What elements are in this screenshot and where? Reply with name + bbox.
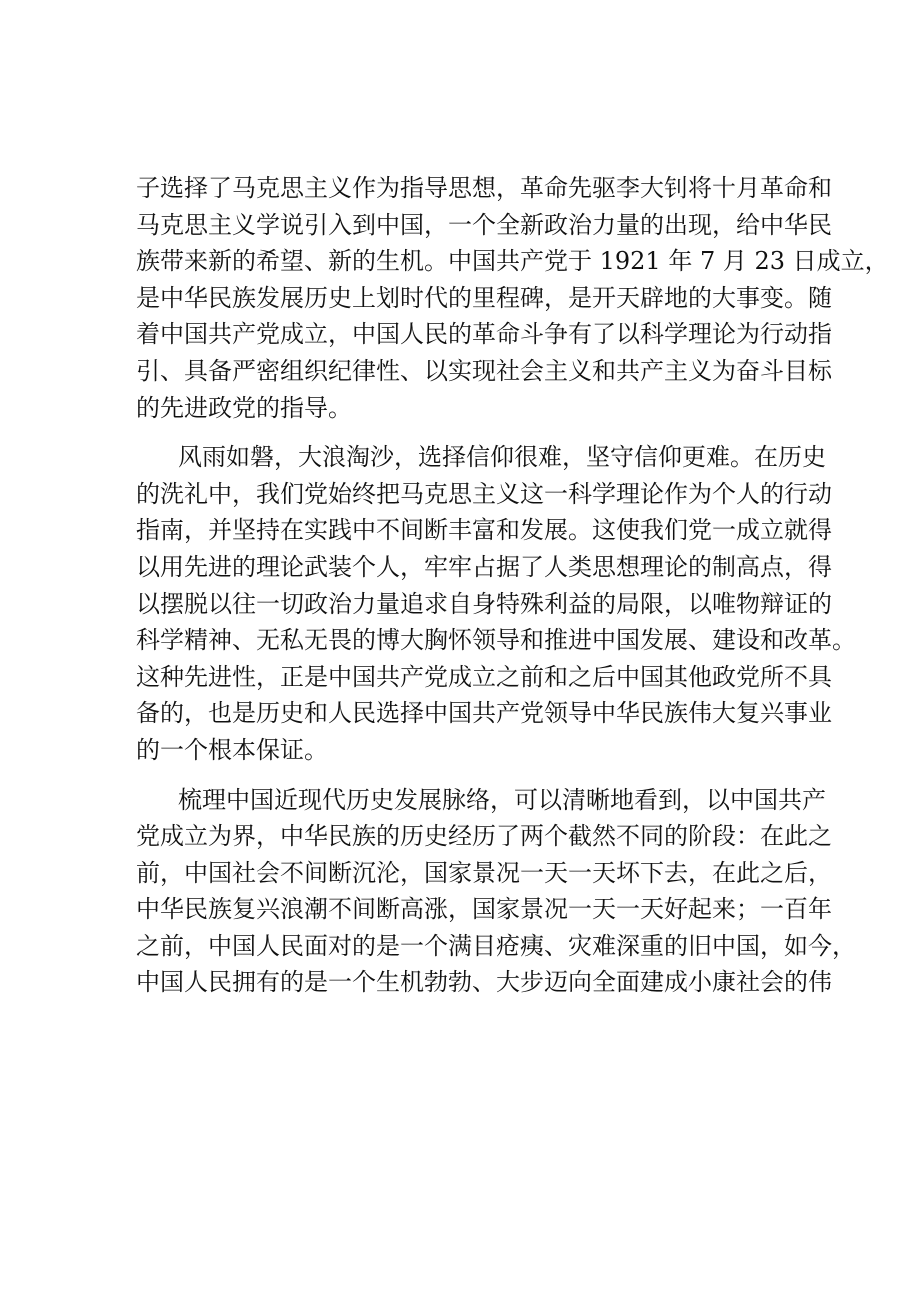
paragraph-line: 族带来新的希望、新的生机。中国共产党于 1921 年 7 月 23 日成立， [136,247,889,276]
paragraph-line: 指南，并坚持在实践中不间断丰富和发展。这使我们党一成立就得 [136,516,832,545]
paragraph-line: 是中华民族发展历史上划时代的里程碑，是开天辟地的大事变。随 [136,283,832,312]
paragraph-line: 这种先进性，正是中国共产党成立之前和之后中国其他政党所不具 [136,662,832,691]
paragraph-line: 备的，也是历史和人民选择中国共产党领导中华民族伟大复兴事业 [136,699,832,728]
paragraph-line: 的先进政党的指导。 [136,393,352,422]
paragraph-line: 党成立为界，中华民族的历史经历了两个截然不同的阶段：在此之 [136,822,832,851]
paragraph-line: 风雨如磐，大浪淘沙，选择信仰很难，坚守信仰更难。在历史 [178,443,826,472]
document-body [136,170,889,1001]
paragraph-line: 以用先进的理论武装个人，牢牢占据了人类思想理论的制高点，得 [136,552,832,581]
paragraph-spacer [136,769,816,782]
paragraph-line: 马克思主义学说引入到中国，一个全新政治力量的出现，给中华民 [136,210,832,239]
paragraph-line: 中国人民拥有的是一个生机勃勃、大步迈向全面建成小康社会的伟 [136,968,832,997]
paragraph-line: 着中国共产党成立，中国人民的革命斗争有了以科学理论为行动指 [136,320,832,349]
paragraph-line: 科学精神、无私无畏的博大胸怀领导和推进中国发展、建设和改革。 [136,626,856,655]
paragraph-line: 的洗礼中，我们党始终把马克思主义这一科学理论作为个人的行动 [136,479,832,508]
paragraph-line: 梳理中国近现代历史发展脉络，可以清晰地看到，以中国共产 [178,785,826,814]
paragraph-line: 中华民族复兴浪潮不间断高涨，国家景况一天一天好起来；一百年 [136,895,832,924]
paragraph-1 [136,170,889,426]
paragraph-line: 的一个根本保证。 [136,735,328,764]
paragraph-spacer [136,426,816,439]
paragraph-line: 前，中国社会不间断沉沦，国家景况一天一天坏下去，在此之后， [136,858,832,887]
paragraph-3 [136,782,856,1002]
paragraph-line: 子选择了马克思主义作为指导思想，革命先驱李大钊将十月革命和 [136,174,832,202]
paragraph-2 [136,439,856,768]
paragraph-line: 之前，中国人民面对的是一个满目疮痍、灾难深重的旧中国，如今， [136,931,856,960]
paragraph-line: 引、具备严密组织纪律性、以实现社会主义和共产主义为奋斗目标 [136,356,832,385]
paragraph-line: 以摆脱以往一切政治力量追求自身特殊利益的局限，以唯物辩证的 [136,589,832,618]
